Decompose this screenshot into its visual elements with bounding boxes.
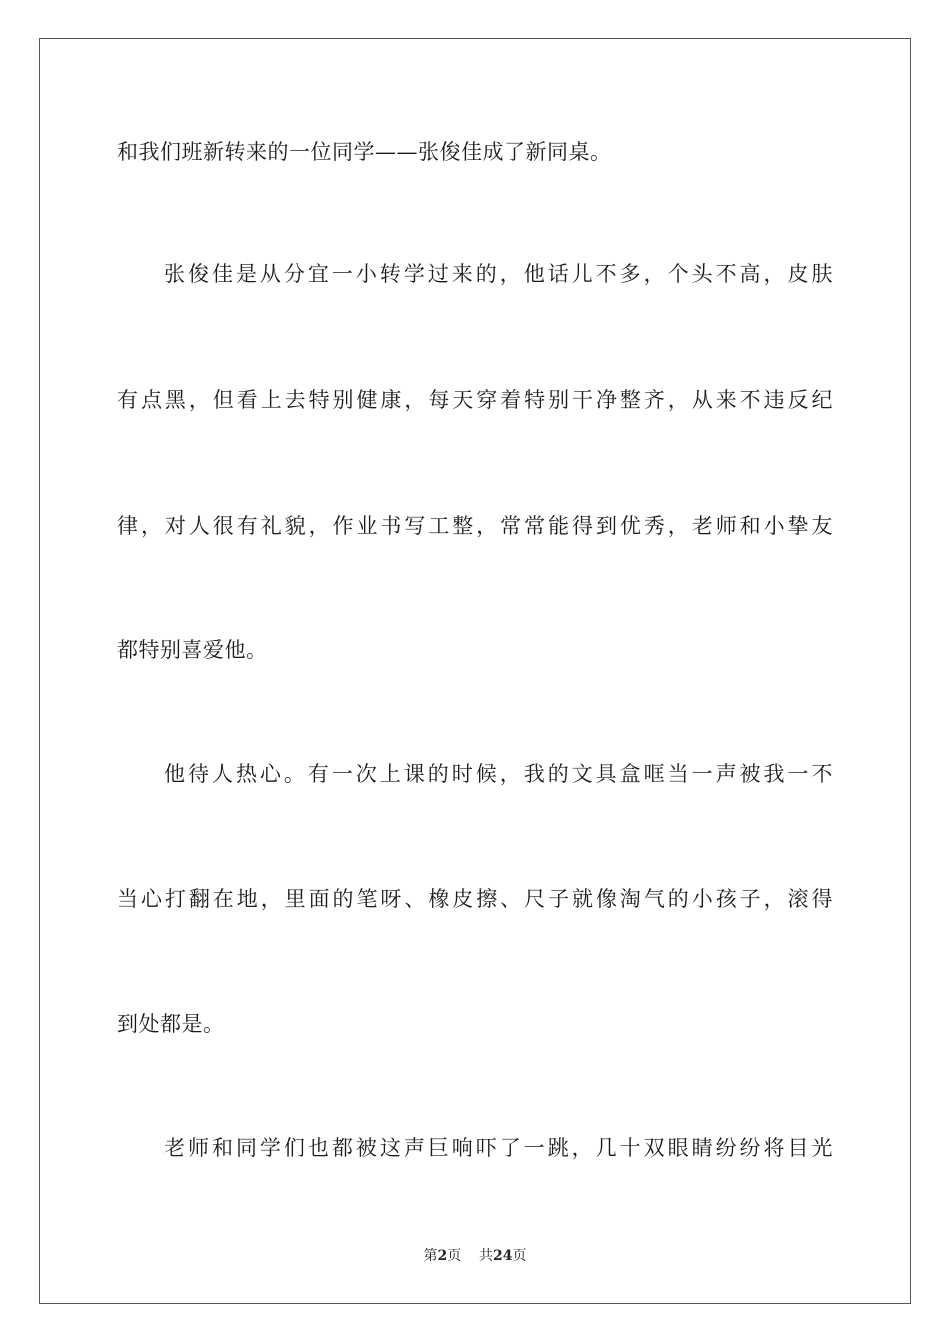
text-line-5: 都特别喜爱他。: [117, 638, 268, 662]
text-line-6: 他待人热心。有一次上课的时候，我的文具盒哐当一声被我一不: [164, 762, 833, 786]
text-line-7: 当心打翻在地，里面的笔呀、橡皮擦、尺子就像淘气的小孩子，滚得: [117, 887, 833, 911]
text-line-8: 到处都是。: [117, 1012, 225, 1036]
text-line-2: 张俊佳是从分宜一小转学过来的，他话儿不多，个头不高，皮肤: [164, 262, 833, 286]
text-line-3: 有点黑，但看上去特别健康，每天穿着特别干净整齐，从来不违反纪: [117, 388, 833, 412]
page-label: 第2页: [423, 1248, 462, 1264]
total-pages: 24: [493, 1248, 513, 1264]
text-line-9: 老师和同学们也都被这声巨响吓了一跳，几十双眼睛纷纷将目光: [164, 1136, 833, 1160]
page-frame: [39, 38, 911, 1304]
page-number: 2: [437, 1248, 448, 1264]
page-footer: [0, 1246, 950, 1266]
text-line-4: 律，对人很有礼貌，作业书写工整，常常能得到优秀，老师和小挚友: [117, 514, 833, 538]
text-line-1: 和我们班新转来的一位同学——张俊佳成了新同桌。: [117, 140, 612, 164]
total-pages-label: 共24页: [479, 1248, 527, 1264]
